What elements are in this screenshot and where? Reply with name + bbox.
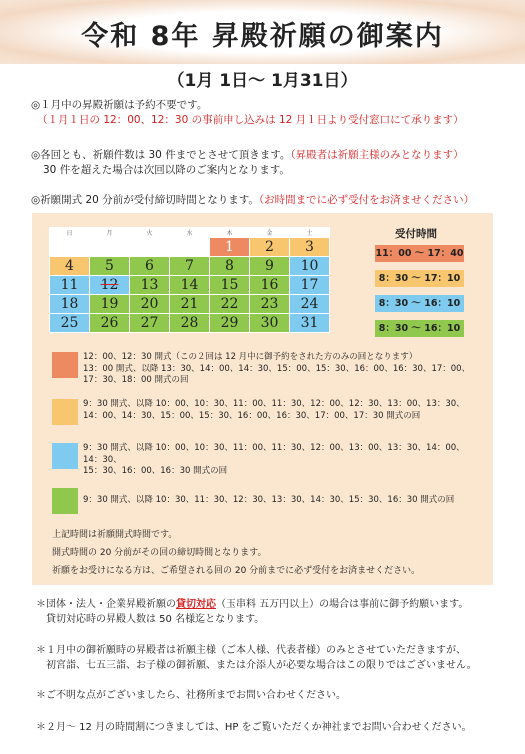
weekday-label: 水 xyxy=(170,228,210,238)
weekday-header xyxy=(50,228,330,238)
calendar-day: 17 xyxy=(290,276,330,295)
calendar-day: 3 xyxy=(290,238,330,257)
calendar-day xyxy=(90,238,130,257)
calendar-day: 14 xyxy=(170,276,210,295)
calendar-week xyxy=(50,276,330,295)
calendar-day: 30 xyxy=(250,314,290,333)
calendar-day: 26 xyxy=(90,314,130,333)
swatch-yellow xyxy=(52,399,78,425)
weekday-label: 火 xyxy=(130,228,170,238)
calendar-day: 21 xyxy=(170,295,210,314)
note-deadline-text: ◎祈願開式 20 分前が受付締切時間となります。 xyxy=(31,194,259,206)
schedule-yellow-text: 9：30 開式、以降 10：00、10：30、11：00、11：30、12：00、12：30、13：00、13：30、 14：00、14：30、15：00、15：30、16：00、16：30、17：00、17：30 開式の回 xyxy=(83,399,465,421)
calendar-day: 24 xyxy=(290,295,330,314)
calendar-day: 8 xyxy=(210,257,250,276)
schedule-green-text: 9：30 開式、以降 10：30、11：30、12：30、13：30、14：30、15：30、16：30 開式の回 xyxy=(83,495,455,505)
calendar-week xyxy=(50,314,330,333)
calendar-day: 5 xyxy=(90,257,130,276)
calendar-day: 16 xyxy=(250,276,290,295)
calendar-day: 15 xyxy=(210,276,250,295)
calendar-day: 9 xyxy=(250,257,290,276)
note-contact: ＊ご不明な点がございましたら、社務所までお問い合わせください。 xyxy=(36,690,346,701)
note-capacity-more: 30 件を超えた場合は次回以降のご案内となります。 xyxy=(43,164,290,176)
schedule-blue-text: 9：30 開式、以降 10：00、10：30、11：00、11：30、12：00、13：00、13：30、14：00、14：30、 15：30、16：00、16：30 開式の回 xyxy=(83,443,465,476)
weekday-label: 木 xyxy=(210,228,250,238)
calendar-day xyxy=(50,238,90,257)
swatch-green xyxy=(52,488,78,514)
calendar-day: 25 xyxy=(50,314,90,333)
legend-orange: 11：00 ～ 17：40 xyxy=(375,245,464,262)
weekday-label: 土 xyxy=(290,228,330,238)
weekday-label: 月 xyxy=(90,228,130,238)
calendar-week xyxy=(50,238,330,257)
calendar-day: 13 xyxy=(130,276,170,295)
panel-note: 祈願をお受けになる方は、ご希望される回の 20 分前までに必ず受付をお済ませください。 xyxy=(52,566,421,576)
calendar-day: 27 xyxy=(130,314,170,333)
note-capacity-text: ◎各回とも、祈願件数は 30 件までとさせて頂きます。 xyxy=(31,149,291,161)
calendar-day: 31 xyxy=(290,314,330,333)
january-calendar xyxy=(49,227,330,333)
calendar-day: 19 xyxy=(90,295,130,314)
weekday-label: 日 xyxy=(50,228,90,238)
note-reservation-text: ◎１月中の昇殿祈願は予約不要です。 xyxy=(31,99,208,111)
page-title: 令和 8年 昇殿祈願の御案内 xyxy=(81,21,444,52)
note-charter-pre: ＊団体・法人・企業昇殿祈願の xyxy=(36,599,176,610)
calendar-day: 7 xyxy=(170,257,210,276)
note-attendees-text: ＊１月中の御祈願時の昇殿者は祈願主様（ご本人様、代表者様）のみとさせていただきますが、 xyxy=(36,645,466,656)
note-attendees xyxy=(36,643,477,673)
weekday-label: 金 xyxy=(250,228,290,238)
calendar-day: 22 xyxy=(210,295,250,314)
swatch-orange xyxy=(52,352,78,378)
calendar-day: 18 xyxy=(50,295,90,314)
calendar-day: 28 xyxy=(170,314,210,333)
legend-yellow: 8：30 ～ 17：10 xyxy=(375,270,464,287)
schedule-orange-text: 12：00、12：30 開式（この２回は 12 月中に御予約をされた方のみの回となります） 13：00 開式、以降 13：30、14：00、14：30、15：00、15：30、16：00、16：30、17：00、 17：30、18：00 開式の回 xyxy=(83,352,471,385)
note-deadline xyxy=(31,193,474,208)
note-charter-red: 貸切対応 xyxy=(176,599,216,610)
note-charter-post: （玉串料 五万円以上）の場合は事前に御予約願います。 xyxy=(216,599,469,610)
note-charter xyxy=(36,597,468,627)
calendar-day xyxy=(170,238,210,257)
calendar-day: 4 xyxy=(50,257,90,276)
calendar-day: 29 xyxy=(210,314,250,333)
calendar-day: 1 xyxy=(210,238,250,257)
calendar-day: 20 xyxy=(130,295,170,314)
note-capacity-red: （昇殿者は祈願主様のみとなります） xyxy=(290,149,464,161)
note-attendees-exceptions: 初宮詣、七五三詣、お子様の御祈願、または介添人が必要な場合はこの限りではございません。 xyxy=(46,660,477,671)
calendar-day: 10 xyxy=(290,257,330,276)
note-deadline-red: （お時間までに必ず受付をお済ませください） xyxy=(258,194,475,206)
date-range: （1月 1日～ 1月31日） xyxy=(167,71,358,91)
calendar-day: 6 xyxy=(130,257,170,276)
calendar-day: 23 xyxy=(250,295,290,314)
note-capacity xyxy=(31,148,464,178)
note-other-months: ＊２月～ 12 月の時間割につきましては、HP をご覧いただくか神社までお問い合わせください。 xyxy=(36,722,472,733)
note-reservation xyxy=(31,98,464,128)
calendar-day: 11 xyxy=(50,276,90,295)
legend-title: 受付時間 xyxy=(395,228,437,240)
calendar-day xyxy=(130,238,170,257)
legend-blue: 8：30 ～ 16：10 xyxy=(375,295,464,312)
panel-note: 開式時間の 20 分前がその回の締切時間となります。 xyxy=(52,548,267,558)
calendar-week xyxy=(50,295,330,314)
calendar-day: 2 xyxy=(250,238,290,257)
title-banner xyxy=(0,0,525,64)
calendar-day: 12 xyxy=(90,276,130,295)
note-charter-limit: 貸切対応時の昇殿人数は 50 名様迄となります。 xyxy=(46,614,265,625)
panel-note: 上記時間は祈願開式時間です。 xyxy=(52,530,178,540)
swatch-blue xyxy=(52,443,78,469)
note-reservation-red: （１月１日の 12：00、12：30 の事前申し込みは 12 月１日より受付窓口にて承ります） xyxy=(37,114,464,126)
legend-green: 8：30 ～ 16：10 xyxy=(375,320,464,337)
calendar-week xyxy=(50,257,330,276)
